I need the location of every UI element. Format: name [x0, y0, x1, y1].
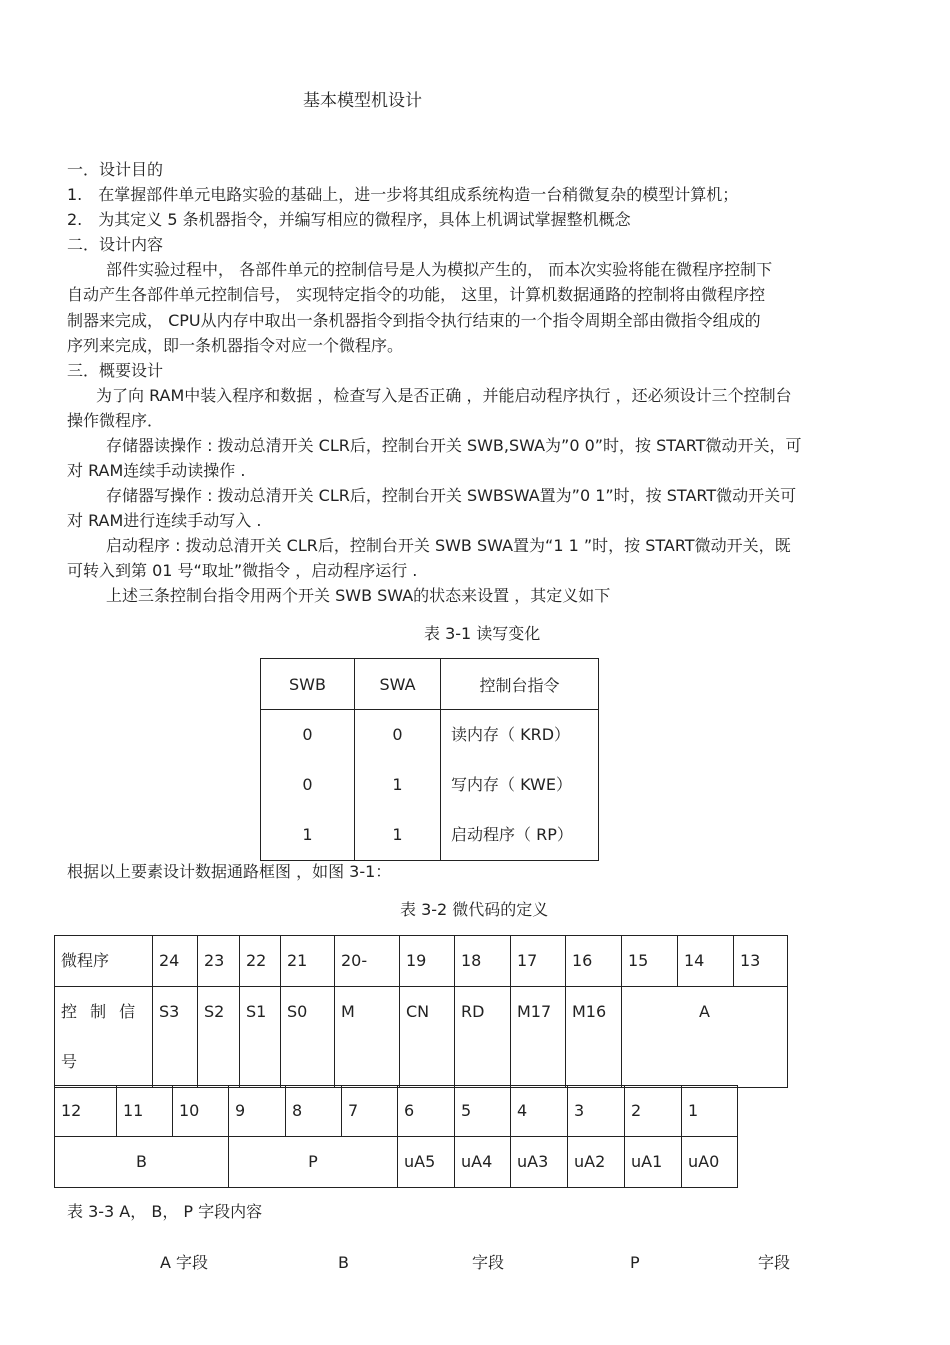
paragraph-line: 存储器读操作 : 拨动总清开关 CLR后，控制台开关 SWB,SWA为”0 0”时，按 START微动开关，可 — [106, 436, 802, 455]
label-line: 号 — [61, 1052, 78, 1071]
table-cell: RD — [455, 987, 511, 1088]
table2-caption: 表 3-2 微代码的定义 — [400, 900, 549, 919]
paragraph-line: 部件实验过程中， 各部件单元的控制信号是人为模拟产生的， 而本次实验将能在微程序控制下 — [106, 260, 773, 279]
table-cell: 9 — [229, 1086, 286, 1137]
paragraph-line: 可转入到第 01 号“取址”微指令 ，启动程序运行 . — [67, 561, 418, 580]
table-cell: 14 — [678, 936, 734, 987]
table-cell: S3 — [153, 987, 198, 1088]
table-cell: 18 — [455, 936, 511, 987]
paragraph-line: 自动产生各部件单元控制信号， 实现特定指令的功能， 这里，计算机数据通路的控制将由微程序控 — [67, 285, 766, 304]
table-cell: 24 — [153, 936, 198, 987]
field-label: B — [338, 1253, 349, 1272]
table-cell: M — [335, 987, 400, 1088]
paragraph-line: 操作微程序． — [67, 411, 164, 430]
table-microcode-definition-continued — [54, 1085, 738, 1188]
paragraph-line: 根据以上要素设计数据通路框图 ，如图 3-1： — [67, 862, 392, 881]
table-cell: 21 — [281, 936, 335, 987]
table-read-write — [260, 658, 599, 861]
label-line: 控 制 信 — [61, 1002, 140, 1021]
table-cell-control-signal — [55, 987, 153, 1088]
table-cell: 23 — [198, 936, 240, 987]
table-header-command: 控制台指令 — [441, 659, 599, 710]
table-cell: 15 — [622, 936, 678, 987]
paragraph-line: 制器来完成， CPU从内存中取出一条机器指令到指令执行结束的一个指令周期全部由微指令组成的 — [67, 311, 761, 330]
table-cell: 2 — [625, 1086, 682, 1137]
table-column-swb — [261, 710, 355, 861]
table-cell: S1 — [240, 987, 281, 1088]
table-cell: uA4 — [455, 1137, 511, 1188]
table-cell: 启动程序（ RP） — [451, 825, 573, 844]
table-header-swa: SWA — [355, 659, 441, 710]
table-cell: 0 — [302, 775, 313, 794]
paragraph-line: 序列来完成，即一条机器指令对应一个微程序。 — [67, 336, 404, 355]
table-cell: uA3 — [511, 1137, 568, 1188]
table-column-command — [441, 710, 599, 861]
table-cell-field-p: P — [229, 1137, 398, 1188]
table-cell: 0 — [302, 725, 313, 744]
table-cell: 3 — [568, 1086, 625, 1137]
table-cell: 1 — [392, 825, 403, 844]
table-cell: 微程序 — [55, 936, 153, 987]
table-cell: 16 — [566, 936, 622, 987]
table-cell: 写内存（ KWE） — [451, 775, 572, 794]
table-cell: 7 — [342, 1086, 398, 1137]
paragraph-line: 为了向 RAM中装入程序和数据 ，检查写入是否正确 ，并能启动程序执行 ，还必须设计三个控制台 — [96, 386, 792, 405]
field-label: P — [630, 1253, 640, 1272]
table-cell-field-b: B — [55, 1137, 229, 1188]
table3-caption: 表 3-3 A， B， P 字段内容 — [67, 1202, 263, 1221]
section-heading: 二．设计内容 — [67, 235, 164, 254]
field-label: A 字段 — [160, 1253, 209, 1272]
page-title: 基本模型机设计 — [303, 91, 422, 111]
table-cell: 4 — [511, 1086, 568, 1137]
table-cell: 10 — [173, 1086, 229, 1137]
table-cell: S0 — [281, 987, 335, 1088]
table-cell: uA0 — [682, 1137, 738, 1188]
section-heading: 三．概要设计 — [67, 361, 164, 380]
paragraph-line: 2. 为其定义 5 条机器指令，并编写相应的微程序，具体上机调试掌握整机概念 — [67, 210, 631, 229]
table-header-swb: SWB — [261, 659, 355, 710]
table1-caption: 表 3-1 读写变化 — [424, 624, 541, 643]
table-cell: uA2 — [568, 1137, 625, 1188]
table-cell: 20- — [335, 936, 400, 987]
table-cell: uA1 — [625, 1137, 682, 1188]
table-cell: 5 — [455, 1086, 511, 1137]
table-cell: M16 — [566, 987, 622, 1088]
table-cell: uA5 — [398, 1137, 455, 1188]
paragraph-line: 启动程序 : 拨动总清开关 CLR后，控制台开关 SWB SWA置为“1 1 ”时，按 START微动开关，既 — [106, 536, 791, 555]
table-cell: 读内存（ KRD） — [451, 725, 571, 744]
table-cell: 1 — [682, 1086, 738, 1137]
table-cell: 8 — [286, 1086, 342, 1137]
table-cell: 17 — [511, 936, 566, 987]
paragraph-line: 对 RAM连续手动读操作 . — [67, 461, 246, 480]
table-cell: 1 — [392, 775, 403, 794]
table-cell: 11 — [117, 1086, 173, 1137]
table-cell: CN — [400, 987, 455, 1088]
table-cell: M17 — [511, 987, 566, 1088]
table-cell: 1 — [302, 825, 313, 844]
paragraph-line: 对 RAM进行连续手动写入 . — [67, 511, 262, 530]
paragraph-line: 1. 在掌握部件单元电路实验的基础上，进一步将其组成系统构造一台稍微复杂的模型计算机； — [67, 185, 739, 204]
field-label: 字段 — [472, 1253, 505, 1272]
table-cell-field-a: A — [622, 987, 788, 1088]
table-cell: 6 — [398, 1086, 455, 1137]
paragraph-line: 上述三条控制台指令用两个开关 SWB SWA的状态来设置 ，其定义如下 — [106, 586, 611, 605]
section-heading: 一．设计目的 — [67, 160, 164, 179]
field-label: 字段 — [758, 1253, 791, 1272]
table-cell: 22 — [240, 936, 281, 987]
paragraph-line: 存储器写操作 : 拨动总清开关 CLR后，控制台开关 SWBSWA置为”0 1”时，按 START微动开关可 — [106, 486, 797, 505]
table-cell: 13 — [734, 936, 788, 987]
table-microcode-definition — [54, 935, 788, 1088]
table-cell: 0 — [392, 725, 403, 744]
table-cell: 19 — [400, 936, 455, 987]
table-column-swa — [355, 710, 441, 861]
table-cell: 12 — [55, 1086, 117, 1137]
table-cell: S2 — [198, 987, 240, 1088]
